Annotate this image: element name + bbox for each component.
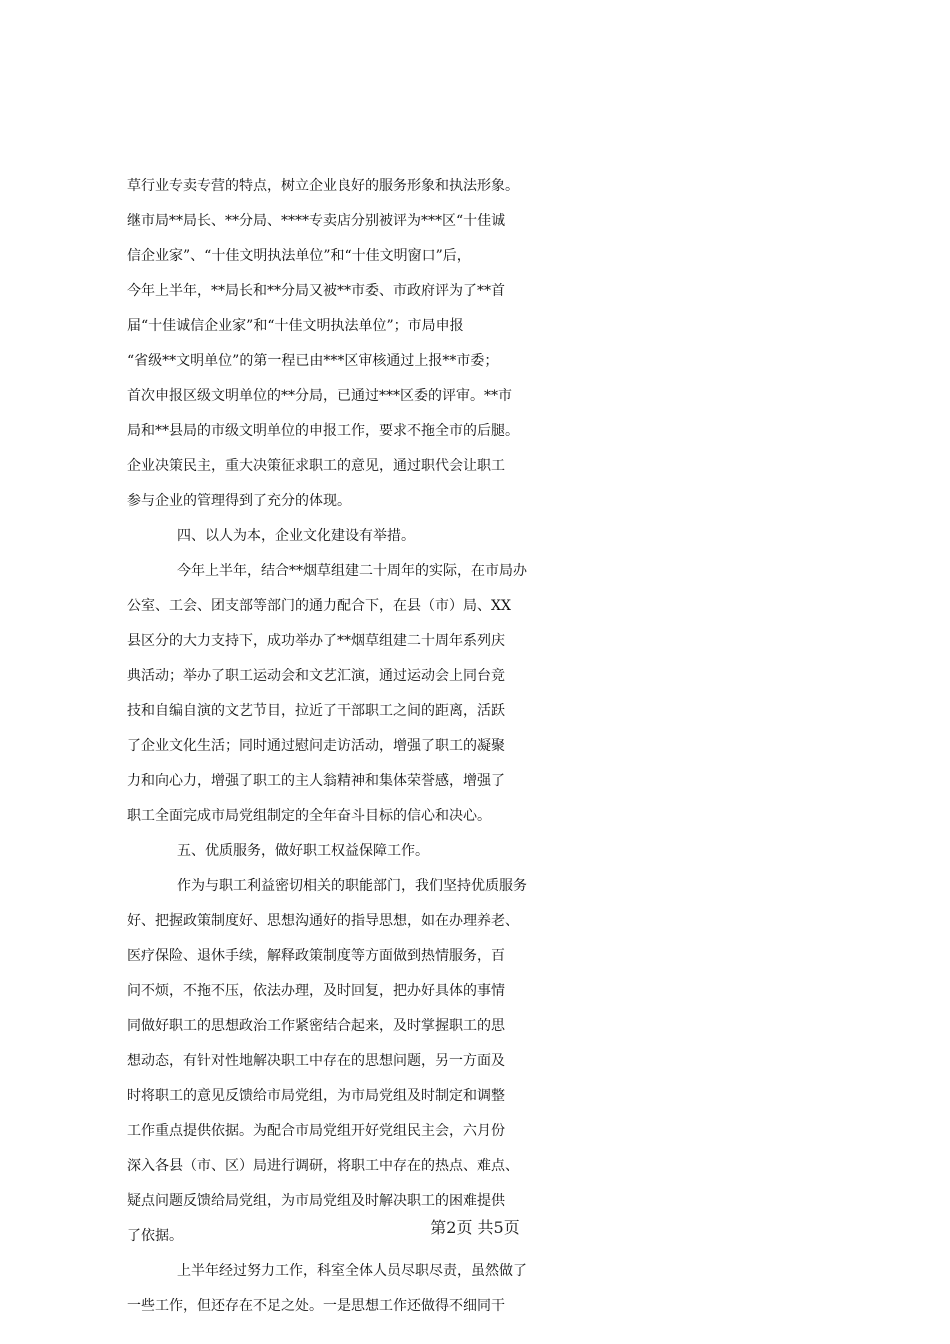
text-line: 医疗保险、退休手续，解释政策制度等方面做到热情服务，百 [127,948,505,964]
text-line: 企业决策民主，重大决策征求职工的意见，通过职代会让职工 [127,458,505,474]
text-line: 今年上半年，结合**烟草组建二十周年的实际，在市局办 [177,563,527,579]
section-heading: 五、优质服务，做好职工权益保障工作。 [177,843,429,859]
text-line: 职工全面完成市局党组制定的全年奋斗目标的信心和决心。 [127,808,491,824]
text-line: 一些工作，但还存在不足之处。一是思想工作还做得不细同干 [127,1298,505,1314]
text-line: 工作重点提供依据。为配合市局党组开好党组民主会，六月份 [127,1123,505,1139]
text-line: 局和**县局的市级文明单位的申报工作，要求不拖全市的后腿。 [127,423,519,439]
text-line: 想动态，有针对性地解决职工中存在的思想问题，另一方面及 [127,1053,505,1069]
text-line: 技和自编自演的文艺节目，拉近了干部职工之间的距离，活跃 [127,703,505,719]
text-line: 首次申报区级文明单位的**分局，已通过***区委的评审。**市 [127,388,512,404]
text-line: 今年上半年，**局长和**分局又被**市委、市政府评为了**首 [127,283,505,299]
text-line: 参与企业的管理得到了充分的体现。 [127,493,351,509]
page-number: 第2页 共5页 [430,1218,520,1237]
text-line: 上半年经过努力工作，科室全体人员尽职尽责，虽然做了 [177,1263,527,1279]
text-line: 信企业家”、“十佳文明执法单位”和“十佳文明窗口”后， [127,248,471,264]
text-line: 同做好职工的思想政治工作紧密结合起来，及时掌握职工的思 [127,1018,505,1034]
text-line: 了依据。 [127,1228,183,1244]
text-line: 问不烦，不拖不压，依法办理，及时回复，把办好具体的事情 [127,983,505,999]
text-line: 疑点问题反馈给局党组，为市局党组及时解决职工的困难提供 [127,1193,505,1209]
text-line: 县区分的大力支持下，成功举办了**烟草组建二十周年系列庆 [127,633,505,649]
text-line: 力和向心力，增强了职工的主人翁精神和集体荣誉感，增强了 [127,773,505,789]
text-line: 典活动；举办了职工运动会和文艺汇演，通过运动会上同台竞 [127,668,505,684]
text-line: 了企业文化生活；同时通过慰问走访活动，增强了职工的凝聚 [127,738,505,754]
section-heading: 四、以人为本，企业文化建设有举措。 [177,528,415,544]
text-line: 时将职工的意见反馈给市局党组，为市局党组及时制定和调整 [127,1088,505,1104]
text-line: 继市局**局长、**分局、****专卖店分别被评为***区“十佳诚 [127,213,506,229]
text-line: 作为与职工利益密切相关的职能部门，我们坚持优质服务 [177,878,527,894]
text-line: 届“十佳诚信企业家”和“十佳文明执法单位”；市局申报 [127,318,464,334]
text-line: 公室、工会、团支部等部门的通力配合下，在县（市）局、XX [127,598,511,614]
text-line: “省级**文明单位”的第一程已由***区审核通过上报**市委； [127,353,499,369]
text-line: 深入各县（市、区）局进行调研，将职工中存在的热点、难点、 [127,1158,519,1174]
text-line: 好、把握政策制度好、思想沟通好的指导思想，如在办理养老、 [127,913,519,929]
text-line: 草行业专卖专营的特点，树立企业良好的服务形象和执法形象。 [127,178,519,194]
